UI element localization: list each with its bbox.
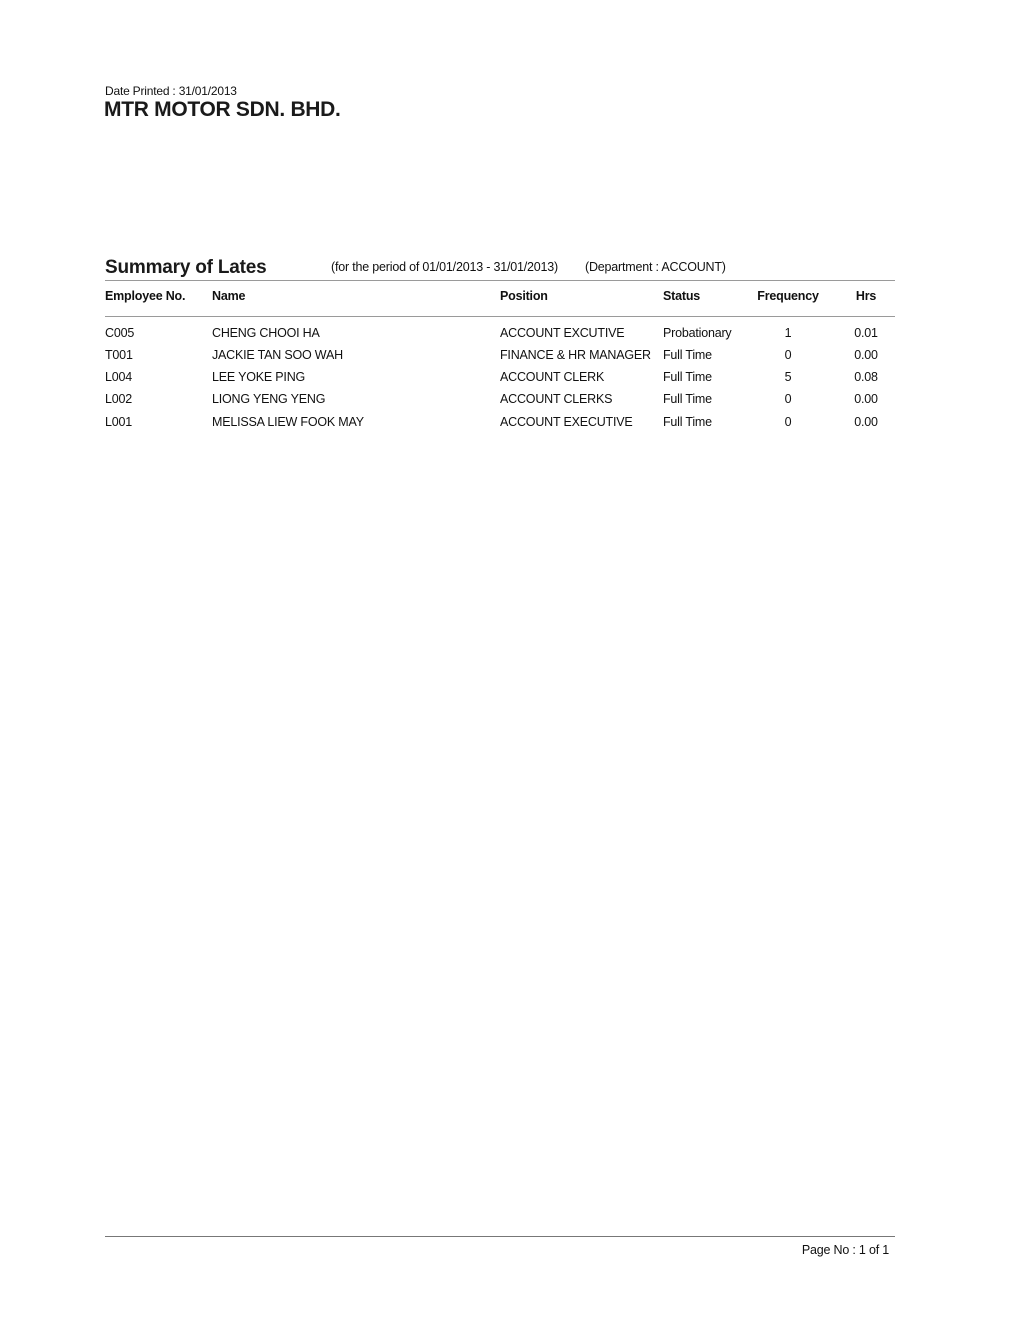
- column-header-employee-no: Employee No.: [105, 289, 186, 303]
- cell-status: Full Time: [663, 370, 712, 384]
- date-printed: Date Printed : 31/01/2013: [105, 84, 237, 98]
- cell-status: Full Time: [663, 348, 712, 362]
- table-row: [0, 348, 1024, 370]
- report-period: (for the period of 01/01/2013 - 31/01/2013): [331, 260, 558, 274]
- column-header-position: Position: [500, 289, 548, 303]
- cell-status: Full Time: [663, 415, 712, 429]
- cell-frequency: 0: [784, 392, 792, 406]
- cell-employee-no: C005: [105, 326, 135, 340]
- cell-employee-no: L001: [105, 415, 133, 429]
- cell-employee-no: T001: [105, 348, 133, 362]
- cell-hrs: 0.01: [854, 326, 878, 340]
- cell-status: Probationary: [663, 326, 732, 340]
- report-department: (Department : ACCOUNT): [585, 260, 726, 274]
- column-header-hrs: Hrs: [855, 289, 877, 303]
- cell-hrs: 0.00: [854, 415, 878, 429]
- cell-position: ACCOUNT EXECUTIVE: [500, 415, 633, 429]
- cell-name: CHENG CHOOI HA: [212, 326, 320, 340]
- cell-frequency: 0: [784, 415, 792, 429]
- cell-name: LEE YOKE PING: [212, 370, 306, 384]
- cell-frequency: 5: [784, 370, 792, 384]
- cell-frequency: 1: [784, 326, 792, 340]
- cell-status: Full Time: [663, 392, 712, 406]
- page-number: Page No : 1 of 1: [801, 1243, 889, 1257]
- table-row: [0, 392, 1024, 414]
- cell-position: ACCOUNT CLERKS: [500, 392, 613, 406]
- cell-hrs: 0.00: [854, 348, 878, 362]
- table-row: [0, 415, 1024, 437]
- column-header-status: Status: [663, 289, 701, 303]
- column-header-name: Name: [212, 289, 246, 303]
- cell-name: JACKIE TAN SOO WAH: [212, 348, 343, 362]
- header-bottom-rule: [105, 316, 895, 317]
- cell-hrs: 0.08: [854, 370, 878, 384]
- cell-position: FINANCE & HR MANAGER: [500, 348, 651, 362]
- table-row: [0, 326, 1024, 348]
- cell-employee-no: L004: [105, 370, 133, 384]
- cell-position: ACCOUNT CLERK: [500, 370, 605, 384]
- cell-name: MELISSA LIEW FOOK MAY: [212, 415, 364, 429]
- footer-rule: [105, 1236, 895, 1237]
- cell-frequency: 0: [784, 348, 792, 362]
- cell-name: LIONG YENG YENG: [212, 392, 326, 406]
- company-name: MTR MOTOR SDN. BHD.: [104, 98, 341, 121]
- report-title: Summary of Lates: [105, 257, 267, 278]
- table-row: [0, 370, 1024, 392]
- header-top-rule: [105, 280, 895, 281]
- cell-hrs: 0.00: [854, 392, 878, 406]
- column-header-frequency: Frequency: [757, 289, 819, 303]
- cell-position: ACCOUNT EXCUTIVE: [500, 326, 625, 340]
- cell-employee-no: L002: [105, 392, 133, 406]
